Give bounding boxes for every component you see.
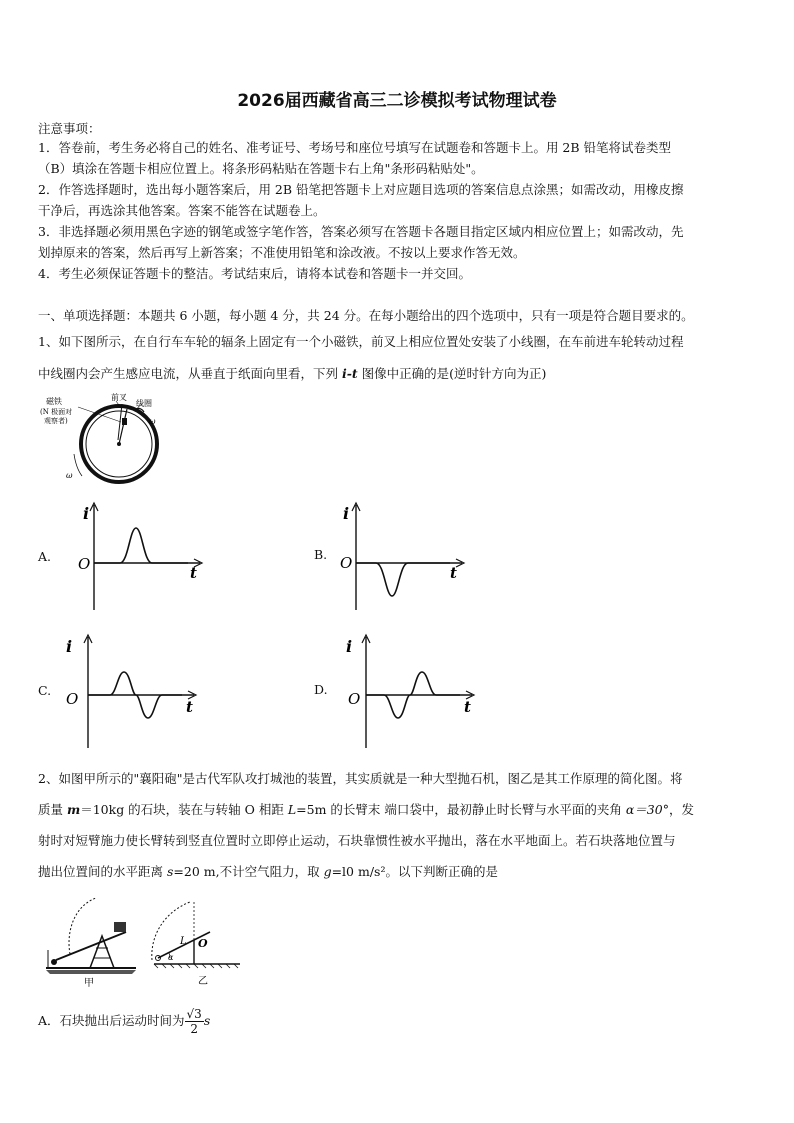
omega-label: ω <box>149 417 156 426</box>
q2-stem-text: =l0 m/s²。以下判断正确的是 <box>331 864 498 879</box>
q2-angle-value: α＝30° <box>625 802 669 817</box>
option-b-label: B. <box>314 547 328 562</box>
q2-option-a-unit: s <box>203 1013 211 1028</box>
q1-it-variable: i-t <box>341 366 358 381</box>
notice-line: （B）填涂在答题卡相应位置上。将条形码粘贴在答题卡右上角"条形码粘贴处"。 <box>38 161 484 176</box>
origin-label: O <box>78 555 91 573</box>
notice-line: 1．答卷前，考生务必将自己的姓名、准考证号、考场号和座位号填写在试题卷和答题卡上。用 2B 铅笔将试卷类型 <box>38 140 672 155</box>
section-heading: 一、单项选择题：本题共 6 小题，每小题 4 分，共 24 分。在每小题给出的四个选项中，只有一项是符合题目要求的。 <box>38 308 694 323</box>
t-axis-label: t <box>190 564 197 582</box>
i-axis-label: i <box>66 637 73 656</box>
counterweight <box>114 922 126 932</box>
magnet-shape <box>122 418 127 425</box>
label-L: L <box>180 936 187 947</box>
i-axis-label: i <box>346 637 353 656</box>
magnet-note: (N 极面对 <box>40 408 73 416</box>
rotation-arrow <box>74 454 82 476</box>
fork-label: 前叉 <box>111 393 127 402</box>
coil-label: 线圈 <box>136 399 152 408</box>
page-title: 2026届西藏省高三二诊模拟考试物理试卷 <box>237 91 557 111</box>
stone <box>51 959 57 965</box>
q1-stem-text: 中线圈内会产生感应电流，从垂直于纸面向里看，下列 <box>38 366 342 381</box>
option-a-graph <box>70 500 210 612</box>
notice-line: 2．作答选择题时，选出每小题答案后，用 2B 铅笔把答题卡上对应题目选项的答案信息点涂黑；如需改动，用橡皮擦 <box>38 182 684 197</box>
q2-stem-text: =5m 的长臂末 端口袋中，最初静止时长臂与水平面的夹角 <box>296 802 626 817</box>
option-c-graph <box>62 632 202 750</box>
q1-stem-text: 图像中正确的是(逆时针方向为正) <box>357 366 547 381</box>
option-c-label: C. <box>38 683 52 698</box>
q1-wheel-figure <box>38 392 178 492</box>
q2-stem-text: 抛出位置间的水平距离 <box>38 864 167 879</box>
label-alpha: α <box>168 953 174 962</box>
q2-option-a-text: A．石块抛出后运动时间为 <box>38 1013 185 1028</box>
q2-stem-text: ＝10kg 的石块，装在与转轴 O 相距 <box>80 802 288 817</box>
option-d-label: D. <box>314 682 328 697</box>
q2-length-variable: L <box>287 802 297 817</box>
magnet-note: 观察者) <box>44 417 68 425</box>
option-a-label: A. <box>38 549 52 564</box>
t-axis-label: t <box>186 698 193 716</box>
q2-stem-text: 质量 <box>38 802 67 817</box>
q1-stem-line2 <box>38 366 758 382</box>
q2-stem-line1: 2、如图甲所示的"襄阳砲"是古代军队攻打城池的装置，其实质就是一种大型抛石机，图乙是其工作原理的简化图。将 <box>38 771 683 786</box>
label-yi: 乙 <box>198 976 208 987</box>
current-curve <box>88 672 182 718</box>
label-O: O <box>198 937 208 950</box>
q1-stem-line1: 1、如下图所示，在自行车车轮的辐条上固定有一个小磁铁，前叉上相应位置处安装了小线圈，在车前进车轮转动过程 <box>38 334 684 349</box>
fraction <box>185 1007 204 1036</box>
current-curve <box>356 563 450 596</box>
base-jia <box>46 970 136 974</box>
t-axis-label: t <box>450 564 457 582</box>
q2-gravity-variable: g <box>323 864 332 879</box>
i-axis-label: i <box>343 504 350 523</box>
t-axis-label: t <box>464 698 471 716</box>
omega-label: ω <box>66 471 73 480</box>
origin-label: O <box>340 554 353 572</box>
q2-stem-text: ，发 <box>668 802 694 817</box>
origin-label: O <box>348 690 361 708</box>
label-jia: 甲 <box>84 978 94 989</box>
notice-heading: 注意事项： <box>38 121 101 136</box>
wheel-spoke <box>119 409 127 444</box>
fraction-denominator: 2 <box>190 1022 198 1036</box>
q2-stem-line2 <box>38 802 758 818</box>
trebuchet-arm <box>56 932 126 960</box>
q2-mass-variable: m <box>66 802 81 817</box>
origin-label: O <box>66 690 79 708</box>
notice-line: 划掉原来的答案，然后再写上新答案；不准使用铅笔和涂改液。不按以上要求作答无效。 <box>38 245 526 260</box>
notice-line: 3．非选择题必须用黑色字迹的钢笔或签字笔作答，答案必须写在答题卡各题目指定区域内相应位置上；如需改动，先 <box>38 224 684 239</box>
fraction-numerator: √3 <box>186 1007 202 1021</box>
notice-line: 干净后，再选涂其他答案。答案不能答在试题卷上。 <box>38 203 326 218</box>
wheel-hub <box>117 442 121 446</box>
q2-option-a <box>38 1006 210 1036</box>
q2-stem-line3: 射时对短臂施力使长臂转到竖直位置时立即停止运动，石块靠惯性被水平抛出，落在水平地面上。若石块落地位置与 <box>38 833 676 848</box>
i-axis-label: i <box>83 504 90 523</box>
option-b-graph <box>332 500 472 612</box>
current-curve <box>94 528 188 563</box>
magnet-label: 磁铁 <box>46 397 62 406</box>
q2-distance-variable: s <box>166 864 174 879</box>
q2-stem-text: =20 m,不计空气阻力，取 <box>173 864 324 879</box>
q2-trebuchet-figure <box>40 892 250 990</box>
notice-line: 4．考生必须保证答题卡的整洁。考试结束后，请将本试卷和答题卡一并交回。 <box>38 266 471 281</box>
q2-stem-line4 <box>38 864 758 880</box>
option-d-graph <box>340 632 480 750</box>
